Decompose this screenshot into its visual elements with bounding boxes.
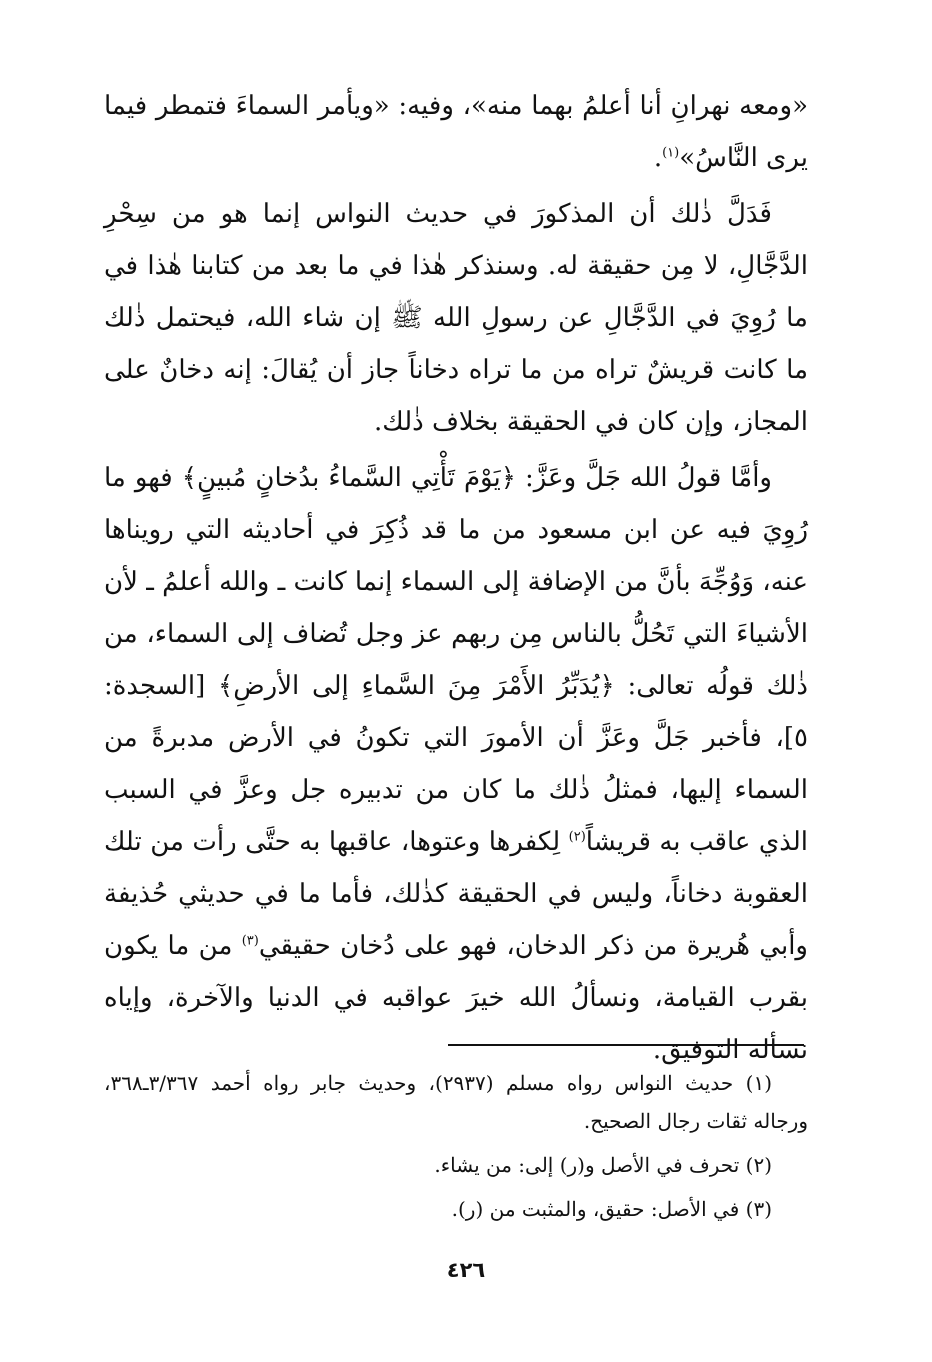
- footnote-1: (١) حديث النواس رواه مسلم (٢٩٣٧)، وحديث جابر رواه أحمد ٣/٣٦٧ـ٣٦٨، ورجاله ثقات رجال الصحيح.: [104, 1071, 808, 1133]
- main-text: [104, 80, 808, 1080]
- paragraph-1: [104, 80, 808, 184]
- footnote-2: (٢) تحرف في الأصل و(ر) إلى: من يشاء.: [434, 1153, 772, 1177]
- footnote-ref-1: (١): [662, 145, 680, 161]
- footnotes: [104, 1064, 808, 1234]
- paragraph-2: فَدَلَّ ذٰلك أن المذكورَ في حديث النواس إنما هو من سِحْرِ الدَّجَّالِ، لا مِن حقيقة له. وسنذكر هٰذا في ما بعد من كتابنا هٰذا في ما رُوِيَ في الدَّجَّالِ عن رسولِ الله ﷺ إن شاء الله، فيحتمل ذٰلك ما كانت قريشٌ تراه من ما تراه دخاناً جاز أن يُقالَ: إنه دخانٌ على المجاز، وإن كان في الحقيقة بخلاف ذٰلك.: [104, 199, 808, 437]
- footnote-3: (٣) في الأصل: حقيق، والمثبت من (ر).: [451, 1197, 772, 1221]
- paragraph-3-part-3: من ما يكون بقرب القيامة، ونسألُ الله خيرَ عواقبه في الدنيا والآخرة، وإياه نسأله التوفيق.: [104, 931, 808, 1065]
- footnote-ref-2: (٢): [568, 829, 586, 845]
- paragraph-3: [104, 452, 808, 1076]
- page-number: ٤٢٦: [446, 1258, 486, 1282]
- footnote-ref-3: (٣): [241, 933, 259, 949]
- paragraph-1-tail: .: [653, 143, 663, 173]
- paragraph-3-part-1: وأمَّا قولُ الله جَلَّ وعَزَّ: ﴿يَوْمَ تَأْتِي السَّماءُ بدُخانٍ مُبينٍ﴾ فهو ما رُوِيَ فيه عن ابن مسعود من ما قد ذُكِرَ في أحاديثه التي رويناها عنه، وَوُجِّهَ بأنَّ من الإضافة إلى السماء إنما كانت ـ والله أعلمُ ـ لأن الأشياءَ التي تَحُلُّ بالناس مِن ربهم عز وجل تُضاف إلى السماء، من ذٰلك قولُه تعالى: ﴿يُدَبِّرُ الأَمْرَ مِنَ السَّماءِ إلى الأرضِ﴾ [السجدة: ٥]، فأخبر جَلَّ وعَزَّ أن الأمورَ التي تكونُ في الأرض مدبرةً من السماء إليها، فمثلُ ذٰلك ما كان من تدبيره جل وعزَّ في السبب الذي عاقب به قريشاً: [104, 463, 809, 857]
- paragraph-3-part-2: لِكفرها وعتوها، عاقبها به حتَّى رأت من تلك العقوبة دخاناً، وليس في الحقيقة كذٰلك، فأما ما في حديثي حُذيفة وأبي هُريرة من ذكر الدخان، فهو على دُخان حقيقي: [104, 827, 808, 961]
- footnote-separator: [448, 1044, 804, 1046]
- paragraph-1-text: «ومعه نهرانِ أنا أعلمُ بهما منه»، وفيه: «ويأمر السماءَ فتمطر فيما يرى النَّاسُ»: [104, 91, 808, 173]
